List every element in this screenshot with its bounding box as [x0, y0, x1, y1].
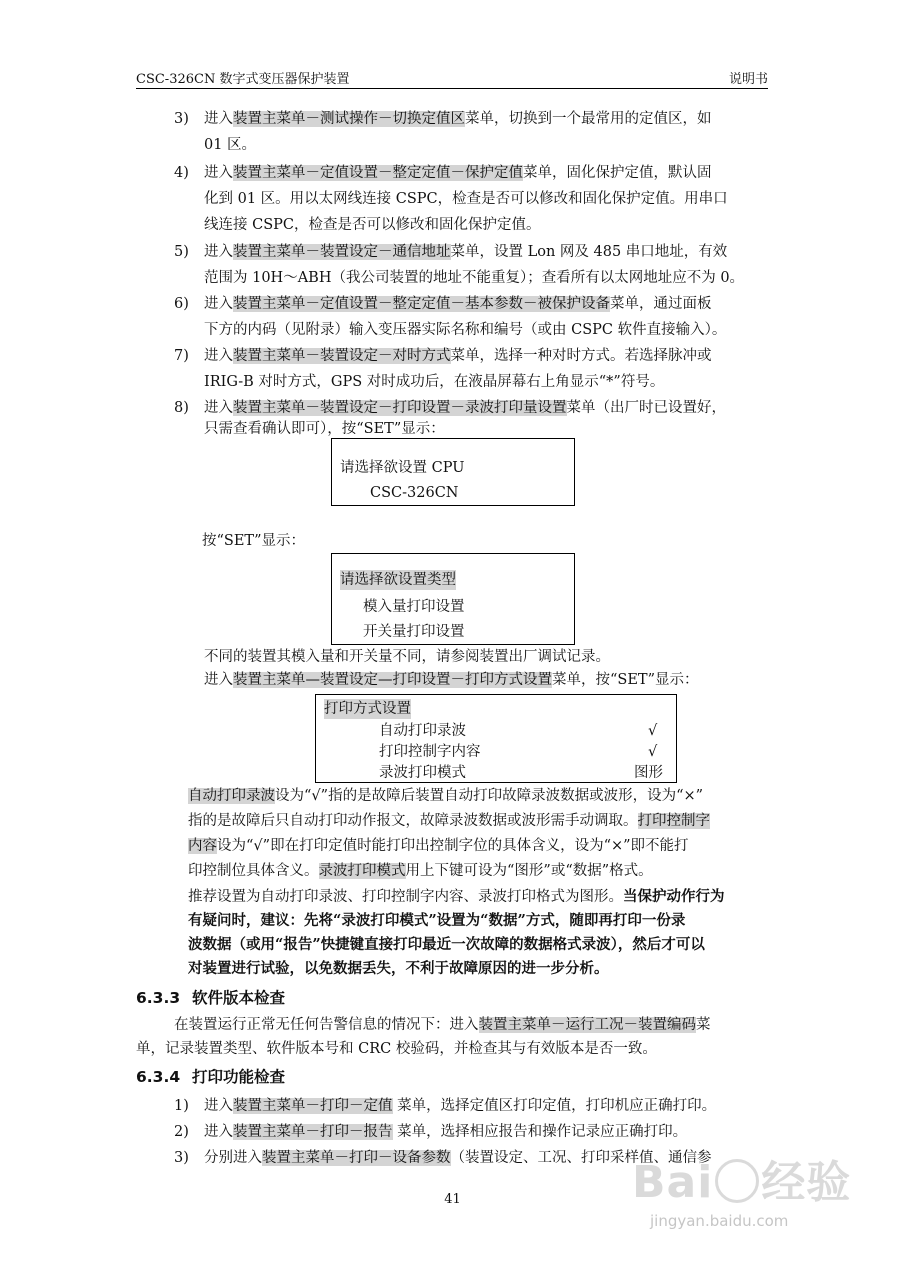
list-item-cont: IRIG-B 对时方式，GPS 对时成功后，在液晶屏幕右上角显示“*”符号。	[204, 374, 665, 390]
list-item: 进入装置主菜单－测试操作－切换定值区菜单，切换到一个最常用的定值区，如	[204, 111, 712, 127]
menu-path: 装置主菜单－定值设置－整定定值－基本参数－被保护设备	[233, 296, 610, 312]
menu-path: 装置主菜单－装置设定－通信地址	[233, 244, 451, 260]
lcd-title: 打印方式设置	[324, 701, 411, 717]
list-item: 进入装置主菜单－装置设定－打印设置－录波打印量设置菜单（出厂时已设置好，	[204, 400, 726, 416]
lcd-display-cpu	[331, 438, 575, 506]
item-number: 6)	[174, 296, 189, 312]
baidu-watermark	[632, 1158, 862, 1248]
list-item: 进入装置主菜单－装置设定－通信地址菜单，设置 Lon 网及 485 串口地址，有效	[204, 244, 728, 260]
list-item-cont: 下方的内码（见附录）输入变压器实际名称和编号（或由 CSPC 软件直接输入）。	[204, 322, 727, 338]
list-item-cont: 化到 01 区。用以太网线连接 CSPC，检查是否可以修改和固化保护定值。用串口	[204, 191, 728, 207]
menu-path: 装置主菜单－打印－报告	[233, 1124, 393, 1140]
term: 内容	[188, 838, 217, 854]
list-item: 进入装置主菜单－定值设置－整定定值－基本参数－被保护设备菜单，通过面板	[204, 296, 712, 312]
lcd-line: 请选择欲设置类型	[340, 572, 456, 588]
paragraph: 在装置运行正常无任何告警信息的情况下：进入装置主菜单－运行工况－装置编码菜	[174, 1017, 711, 1033]
list-item: 进入装置主菜单－定值设置－整定定值－保护定值菜单，固化保护定值，默认固	[204, 165, 712, 181]
lcd-option-value: √	[648, 744, 658, 760]
lcd-option-label: 打印控制字内容	[379, 744, 481, 760]
page-number: 41	[444, 1192, 461, 1207]
lcd-line: CSC-326CN	[370, 485, 459, 501]
instruction-text: 按“SET”显示：	[202, 533, 306, 549]
page-header	[136, 66, 768, 89]
instruction-text: 进入装置主菜单—装置设定—打印设置－打印方式设置菜单，按“SET”显示：	[204, 672, 699, 688]
item-number: 8)	[174, 400, 189, 416]
menu-path: 装置主菜单—装置设定—打印设置－打印方式设置	[233, 672, 552, 688]
lcd-line: 开关量打印设置	[363, 624, 465, 640]
lcd-option-value: √	[648, 723, 658, 739]
header-doc-title: CSC-326CN 数字式变压器保护装置	[136, 72, 350, 87]
baidu-logo: Bai 经验	[632, 1157, 852, 1208]
note-text: 不同的装置其模入量和开关量不同，请参阅装置出厂调试记录。	[204, 649, 610, 665]
lcd-line: 请选择欲设置 CPU	[340, 460, 465, 476]
item-number: 4)	[174, 165, 189, 181]
term: 打印控制字	[637, 813, 710, 829]
desc-line: 印控制位具体含义。录波打印模式用上下键可设为“图形”或“数据”格式。	[188, 863, 653, 879]
item-number: 7)	[174, 348, 189, 364]
lcd-line: 模入量打印设置	[363, 599, 465, 615]
recommend-line: 有疑问时，建议：先将“录波打印模式”设置为“数据”方式，随即再打印一份录	[188, 912, 686, 929]
list-item: 进入装置主菜单－装置设定－对时方式菜单，选择一种对时方式。若选择脉冲或	[204, 348, 712, 364]
desc-line: 内容设为“√”即在打印定值时能打印出控制字位的具体含义，设为“×”即不能打	[188, 838, 689, 854]
item-number: 5)	[174, 244, 189, 260]
recommend-line: 波数据（或用“报告”快捷键直接打印最近一次故障的数据格式录波），然后才可以	[188, 936, 705, 953]
lcd-option-label: 录波打印模式	[379, 765, 466, 781]
section-heading: 6.3.4 打印功能检查	[136, 1068, 286, 1086]
list-item-cont: 范围为 10H～ABH（我公司装置的地址不能重复）；查看所有以太网地址应不为 0。	[204, 270, 745, 286]
term: 自动打印录波	[188, 788, 275, 804]
item-number: 2)	[174, 1124, 189, 1140]
lcd-display-type	[331, 553, 575, 645]
list-item: 进入装置主菜单－打印－报告 菜单，选择相应报告和操作记录应正确打印。	[204, 1124, 688, 1140]
menu-path: 装置主菜单－运行工况－装置编码	[478, 1017, 696, 1033]
menu-path: 装置主菜单－装置设定－打印设置－录波打印量设置	[233, 400, 567, 416]
desc-line: 自动打印录波设为“√”指的是故障后装置自动打印故障录波数据或波形，设为“×”	[188, 788, 704, 804]
desc-line: 指的是故障后只自动打印动作报文，故障录波数据或波形需手动调取。打印控制字	[188, 813, 710, 829]
item-number: 3)	[174, 111, 189, 127]
menu-path: 装置主菜单－装置设定－对时方式	[233, 348, 451, 364]
item-number: 3)	[174, 1150, 189, 1166]
paragraph-cont: 单，记录装置类型、软件版本号和 CRC 校验码，并检查其与有效版本是否一致。	[136, 1041, 657, 1057]
list-item-cont: 线连接 CSPC，检查是否可以修改和固化保护定值。	[204, 217, 541, 233]
recommend-line: 推荐设置为自动打印录波、打印控制字内容、录波打印格式为图形。当保护动作行为	[188, 888, 725, 905]
lcd-option-value: 图形	[634, 765, 663, 781]
list-item-cont: 01 区。	[204, 137, 257, 153]
header-doc-type: 说明书	[728, 72, 768, 87]
menu-path: 装置主菜单－测试操作－切换定值区	[233, 111, 465, 127]
list-item: 进入装置主菜单－打印－定值 菜单，选择定值区打印定值，打印机应正确打印。	[204, 1098, 717, 1114]
menu-path: 装置主菜单－打印－定值	[233, 1098, 393, 1114]
list-item-cont: 只需查看确认即可），按“SET”显示：	[204, 421, 445, 437]
lcd-option-label: 自动打印录波	[379, 723, 466, 739]
recommend-line: 对装置进行试验，以免数据丢失，不利于故障原因的进一步分析。	[188, 960, 609, 977]
item-number: 1)	[174, 1098, 189, 1114]
section-heading: 6.3.3 软件版本检查	[136, 989, 286, 1007]
term: 录波打印模式	[318, 863, 406, 879]
lcd-display-print-mode	[315, 694, 677, 783]
watermark-url: jingyan.baidu.com	[650, 1212, 789, 1230]
menu-path: 装置主菜单－打印－设备参数	[262, 1150, 451, 1166]
list-item: 分别进入装置主菜单－打印－设备参数（装置设定、工况、打印采样值、通信参	[204, 1150, 712, 1166]
menu-path: 装置主菜单－定值设置－整定定值－保护定值	[233, 165, 523, 181]
paw-icon	[715, 1159, 759, 1203]
